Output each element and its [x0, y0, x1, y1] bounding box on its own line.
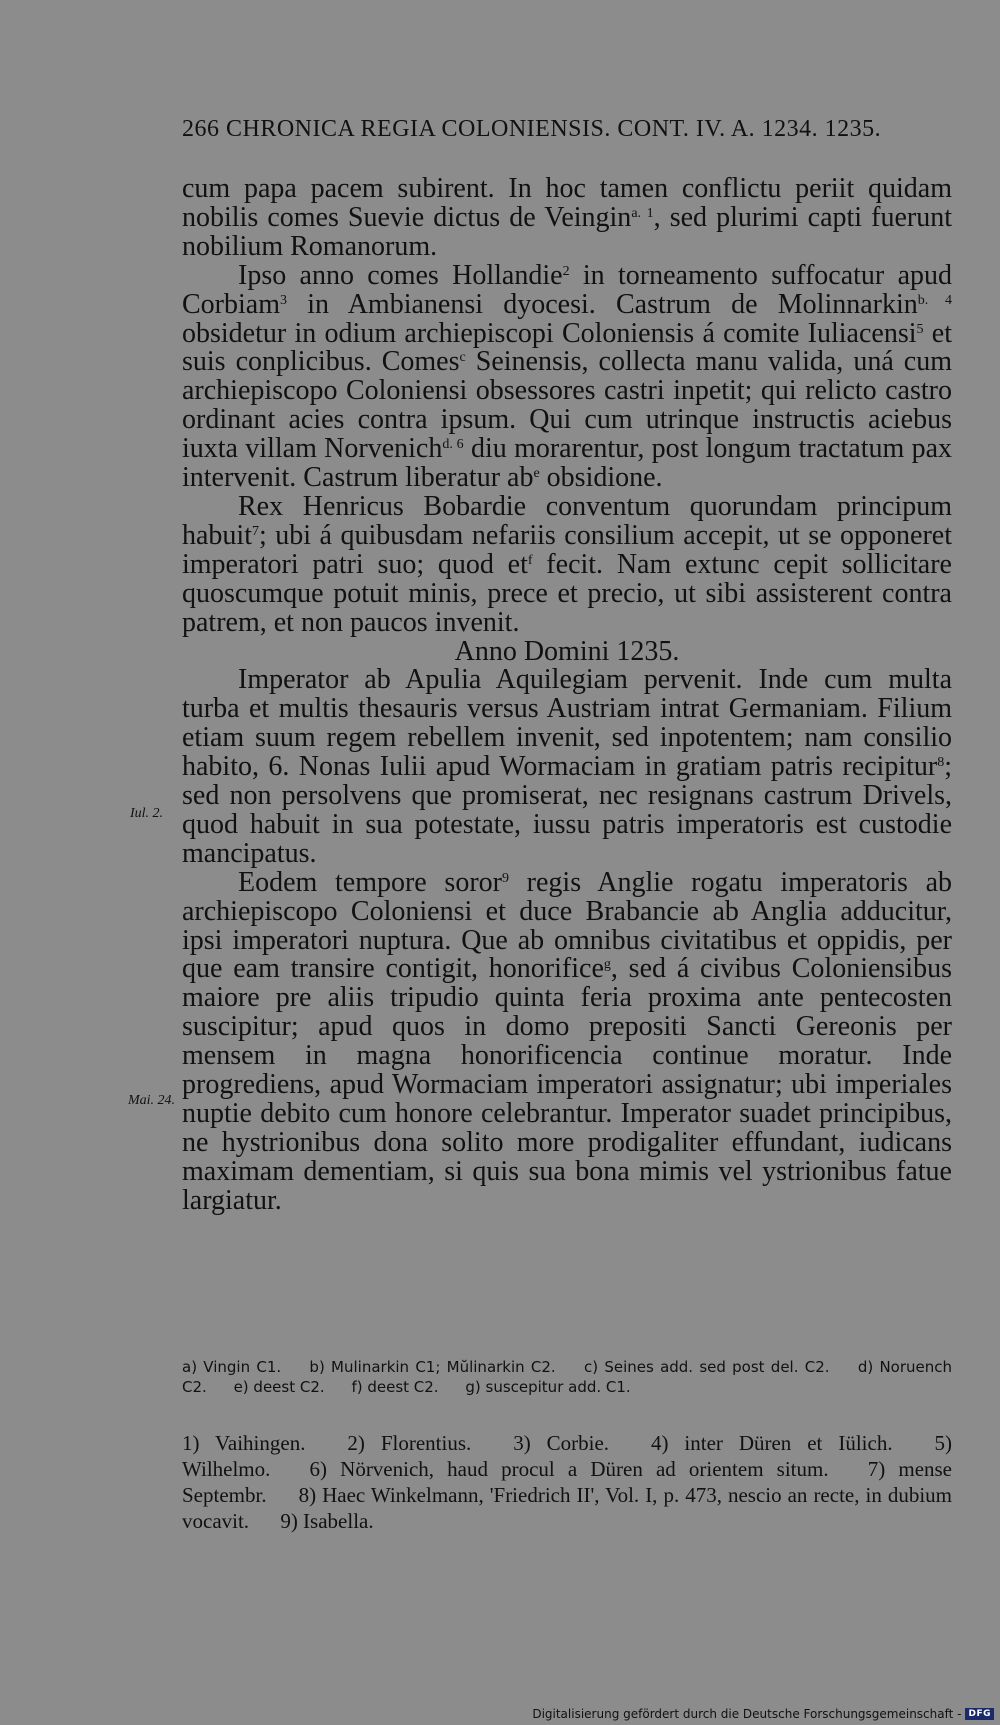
paragraph [182, 175, 952, 262]
running-header: 266 CHRONICA REGIA COLONIENSIS. CONT. IV. A. 1234. 1235. [182, 116, 882, 142]
variant-note: a) Vingin C1. [182, 1358, 282, 1376]
text-run: regis Anglie rogatu imperatoris ab archiepiscopo Coloniensi et duce Brabancie ab Anglia adducitur, ipsi imperatori nuptura. Que ab omnibus civitatibus et oppidis, per que eam transire contigit, honorifice [182, 866, 952, 985]
footnote: 7) mense Septembr. [182, 1457, 953, 1507]
footnote: 3) Corbie. [513, 1431, 610, 1455]
footnote-mark: g [603, 957, 611, 973]
paragraph [182, 666, 952, 868]
text-run: ; ubi á quibusdam nefariis consilium accepit, ut se opponeret imperatori patri suo; quod et [182, 519, 952, 580]
paragraph [182, 259, 953, 494]
text-run: , sed á civibus Coloniensibus maiore pre aliis tripudio quinta feria proxima ante pentecosten suscipitur; apud quos in domo prepositi Sancti Gereonis per mensem in magna honorificencia continue moratur. Inde progrediens, apud Wormaciam imperatori assignatur; ubi imperiales nuptie debito cum honore celebrantur. Imperator suadet principibus, ne hystrionibus dona solito more prodigaliter effundant, iudicans maximam dementiam, si quis sua bona mimis vel ystrionibus fatue largiatur. [182, 953, 952, 1216]
footnote-mark: 7 [252, 523, 259, 539]
footnote-mark: a. 1 [631, 205, 654, 221]
footnote-mark: b. 4 [917, 292, 953, 308]
footnote: 6) Nörvenich, haud procul a Düren ad orientem situm. [309, 1457, 829, 1481]
variant-readings [182, 1357, 952, 1397]
variant-note: d) Noruench C2. [182, 1358, 953, 1396]
text-run: Eodem tempore soror [238, 866, 502, 898]
text-run: et suis conplicibus. Comes [182, 317, 952, 378]
text-run: Imperator ab Apulia Aquilegiam pervenit. Inde cum multa turba et multis thesauris versus Austriam intrat Germaniam. Filium etiam suum regem rebellem invenit, sed inpotentem; nam consilio habito, 6. Nonas Iulii apud Wormaciam in gratiam patris recipitur [182, 664, 952, 783]
margin-date-mai: Mai. 24. [128, 1093, 176, 1108]
footnote-mark: d. 6 [442, 437, 464, 453]
footnote-mark: 8 [937, 755, 945, 771]
text-run: in Ambianensi dyocesi. Castrum de Molinnarkin [287, 288, 918, 320]
footnote: 9) Isabella. [280, 1509, 374, 1533]
text-run: ; sed non persolvens que promiserat, nec resignans castrum Drivels, quod habuit in sua potestate, iussu patris imperatoris est custodie mancipatus. [182, 751, 952, 869]
text-run: fecit. Nam extunc cepit sollicitare quoscumque potuit minis, prece et precio, ut sibi assisterent contra patrem, et non paucos invenit. [182, 548, 952, 638]
variant-note: e) deest C2. [233, 1378, 325, 1396]
paragraph [182, 490, 952, 638]
dfg-logo-icon: DFG [965, 1708, 994, 1720]
footnote: 5) Wilhelmo. [182, 1431, 952, 1481]
variant-note: f) deest C2. [351, 1378, 439, 1396]
footnote-mark: 5 [916, 321, 924, 337]
margin-date-iul: Iul. 2. [130, 806, 164, 821]
footnote-mark: 3 [280, 292, 287, 308]
footnote-mark: e [533, 466, 540, 482]
footnote-mark: 9 [501, 870, 509, 886]
footnote: 4) inter Düren et Iülich. [650, 1431, 893, 1455]
text-run: obsidione. [539, 462, 663, 494]
digitization-credit [532, 1707, 994, 1721]
text-run: in torneamento suffocatur apud Corbiam [182, 259, 952, 320]
variant-note: b) Mulinarkin C1; Mŭlinarkin C2. [309, 1358, 556, 1376]
paragraph [182, 866, 952, 1216]
footnote: 2) Florentius. [347, 1431, 472, 1455]
footnote-mark: c [459, 350, 466, 366]
text-run: cum papa pacem subirent. In hoc tamen conflictu periit quidam nobilis comes Suevie dictus de Veingin [182, 173, 952, 233]
footnote-mark: f [527, 552, 533, 568]
footnote-mark: 2 [562, 263, 570, 279]
credit-text: Digitalisierung gefördert durch die Deutsche Forschungsgemeinschaft - [532, 1707, 962, 1721]
text-run: diu morarentur, post longum tractatum pax intervenit. Castrum liberatur ab [182, 433, 952, 494]
variant-note: c) Seines add. sed post del. C2. [583, 1358, 830, 1376]
text-run: Ipso anno comes Hollandie [238, 259, 563, 291]
text-run: Seinensis, collecta manu valida, uná cum archiepiscopo Coloniensi obsessores castri inpetit; qui relicto castro ordinant acies contra ipsum. Qui cum utrinque instructis aciebus iuxta villam Norvenich [182, 346, 952, 465]
main-text [182, 175, 952, 1216]
variant-note: g) suscepitur add. C1. [465, 1378, 631, 1396]
footnotes [182, 1430, 952, 1534]
text-run: Rex Henricus Bobardie conventum quorundam principum habuit [182, 490, 952, 551]
text-run: obsidetur in odium archiepiscopi Coloniensis á comite Iuliacensi [182, 317, 917, 349]
footnote: 1) Vaihingen. [182, 1431, 306, 1455]
year-heading: Anno Domini 1235. [454, 635, 680, 667]
text-run: , sed plurimi capti fuerunt nobilium Romanorum. [182, 201, 952, 262]
footnote: 8) Haec Winkelmann, 'Friedrich II', Vol. I, p. 473, nescio an recte, in dubium vocavit. [182, 1483, 952, 1533]
